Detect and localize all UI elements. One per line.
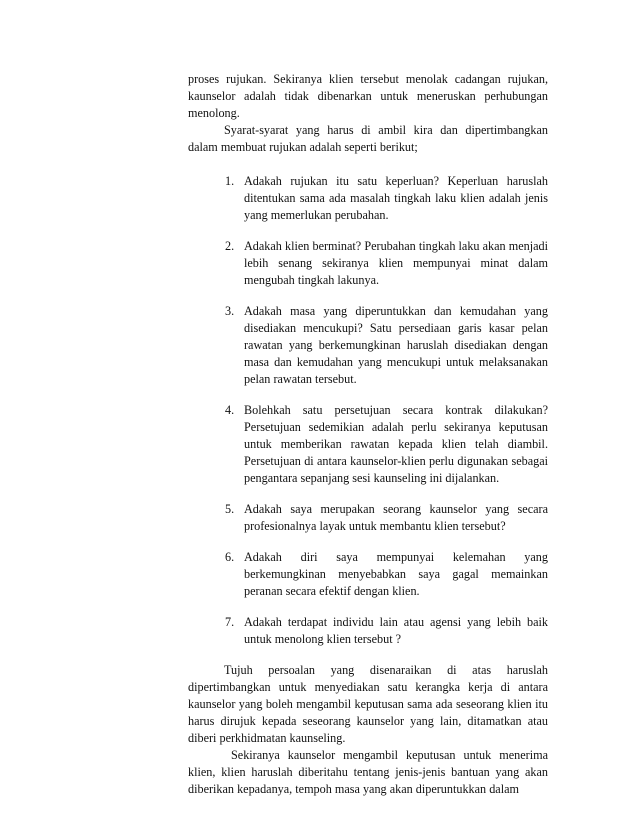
list-item-number: 7. [225,615,235,629]
conditions-list [188,173,548,648]
list-item-text: Bolehkah satu persetujuan secara kontrak dilakukan? Persetujuan sedemikian adalah perlu sekiranya keputusan untuk memberikan rawatan kepada klien telah diambil. Persetujuan di antara kaunselor-klien perlu digunakan sebagai pengantara sepanjang sesi kaunseling ini dijalankan. [244,403,548,485]
list-item-number: 1. [225,174,235,188]
list-item-text: Adakah terdapat individu lain atau agensi yang lebih baik untuk menolong klien tersebut ? [244,615,548,646]
list-item [188,549,548,600]
list-item [188,402,548,487]
list-item [188,501,548,535]
conditions-paragraph: Syarat-syarat yang harus di ambil kira dan dipertimbangkan dalam membuat rujukan adalah seperti berikut; [188,123,548,154]
list-item-text: Adakah saya merupakan seorang kaunselor yang secara profesionalnya layak untuk membantu klien tersebut? [244,502,548,533]
list-item [188,614,548,648]
list-item-number: 2. [225,239,235,253]
list-item-number: 6. [225,550,235,564]
list-item-text: Adakah rujukan itu satu keperluan? Keperluan haruslah ditentukan sama ada masalah tingkah laku klien adalah jenis yang memerlukan perubahan. [244,174,548,222]
list-item [188,173,548,224]
purpose-paragraph: Tujuh persoalan yang disenaraikan di atas haruslah dipertimbangkan untuk menyediakan satu kerangka kerja di antara kaunselor yang boleh mengambil keputusan sama ada seseorang klien itu harus dirujuk kepada seseorang kaunselor yang lain, ditamatkan atau diberi perkhidmatan kaunseling. [188,663,548,745]
decision-paragraph: Sekiranya kaunselor mengambil keputusan untuk menerima klien, klien haruslah diberitahu tentang jenis-jenis bantuan yang akan diberikan kepadanya, tempoh masa yang akan diperuntukkan dalam [188,748,548,796]
list-item-number: 3. [225,304,235,318]
list-item-text: Adakah masa yang diperuntukkan dan kemudahan yang disediakan mencukupi? Satu persediaan garis kasar pelan rawatan yang berkemungkinan haruslah disediakan dengan masa dan kemudahan yang mencukupi untuk melaksanakan pelan rawatan tersebut. [244,304,548,386]
list-item-number: 5. [225,502,235,516]
list-item-number: 4. [225,403,235,417]
list-item-text: Adakah diri saya mempunyai kelemahan yang berkemungkinan menyebabkan saya gagal memainkan peranan secara efektif dengan klien. [244,550,548,598]
list-item [188,303,548,388]
list-item [188,238,548,289]
list-item-text: Adakah klien berminat? Perubahan tingkah laku akan menjadi lebih senang sekiranya klien mempunyai minat dalam mengubah tingkah lakunya. [244,239,548,287]
document-page [188,71,548,798]
intro-paragraph: proses rujukan. Sekiranya klien tersebut menolak cadangan rujukan, kaunselor adalah tidak dibenarkan untuk meneruskan perhubungan menolong. [188,72,548,120]
